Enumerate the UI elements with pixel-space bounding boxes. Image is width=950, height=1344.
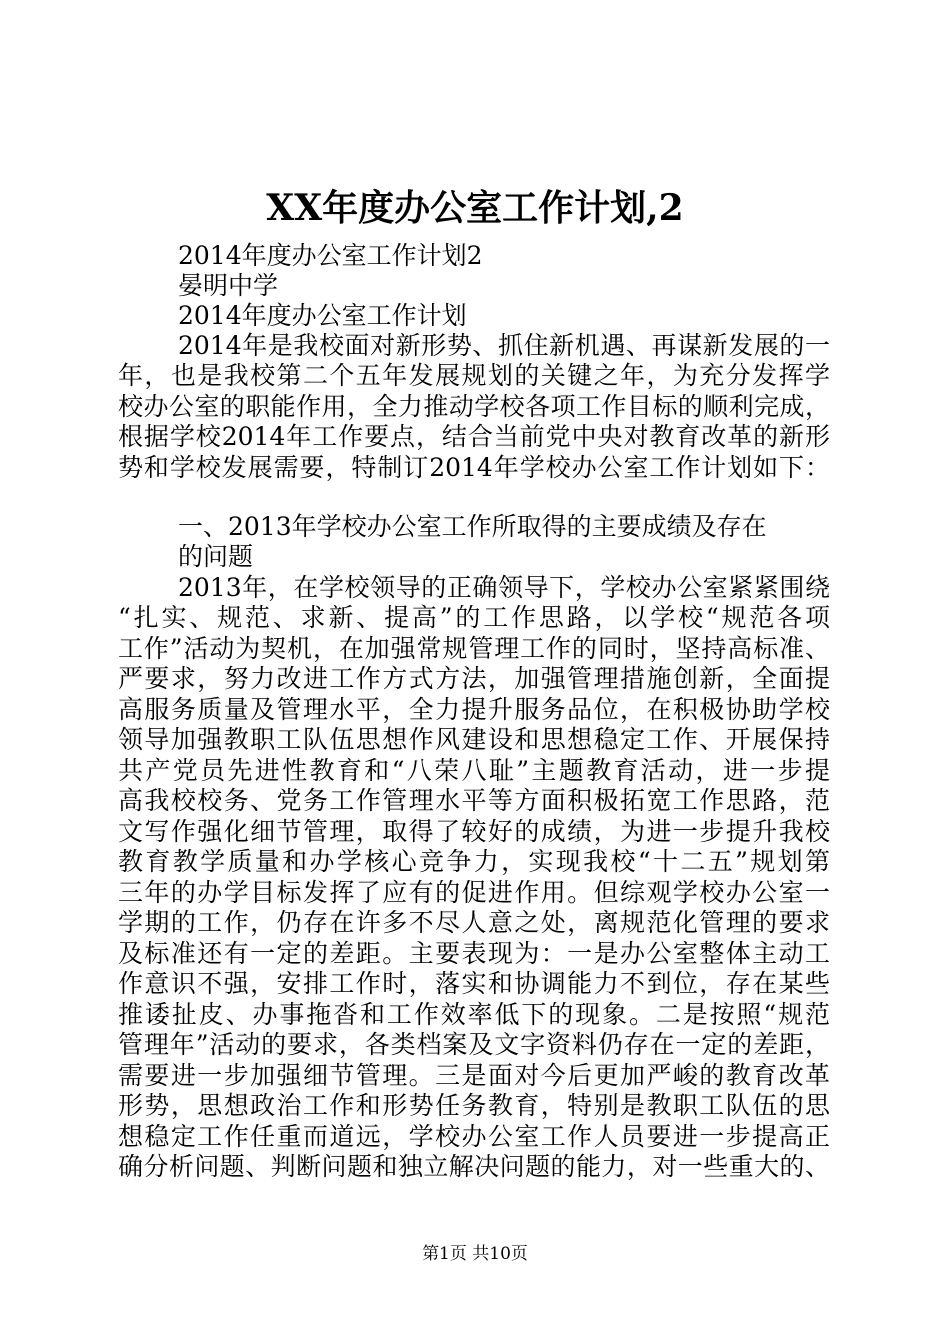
intro-line: 校办公室的职能作用，全力推动学校各项工作目标的顺利完成，: [118, 392, 830, 421]
document-title: XX年度办公室工作计划,2: [266, 187, 684, 229]
body-line: 高我校校务、党务工作管理水平等方面积极拓宽工作思路，范: [118, 786, 830, 815]
body-line: 共产党员先进性教育和“八荣八耻”主题教育活动，进一步提: [118, 756, 830, 785]
body-line: 严要求，努力改进工作方式方法，加强管理措施创新，全面提: [118, 664, 830, 693]
body-line: “扎实、规范、求新、提高”的工作思路，以学校“规范各项: [118, 603, 830, 632]
subtitle-line: 2014年度办公室工作计划2: [178, 241, 483, 270]
body-line: 作意识不强，安排工作时，落实和协调能力不到位，存在某些: [118, 969, 830, 998]
section-heading: 一、2013年学校办公室工作所取得的主要成绩及存在: [178, 512, 767, 541]
body-line: 教育教学质量和办学核心竞争力，实现我校“十二五”规划第: [118, 847, 830, 876]
body-line: 需要进一步加强细节管理。三是面对今后更加严峻的教育改革: [118, 1061, 830, 1090]
body-line: 三年的办学目标发挥了应有的促进作用。但综观学校办公室一: [118, 878, 830, 907]
intro-line: 年，也是我校第二个五年发展规划的关键之年，为充分发挥学: [118, 361, 830, 390]
body-line: 推诿扯皮、办事拖沓和工作效率低下的现象。二是按照“规范: [118, 1000, 830, 1029]
body-line: 形势，思想政治工作和形势任务教育，特别是教职工队伍的思: [118, 1091, 830, 1120]
plan-heading: 2014年度办公室工作计划: [178, 301, 467, 330]
intro-line: 势和学校发展需要，特制订2014年学校办公室工作计划如下：: [118, 453, 830, 482]
intro-line: 根据学校2014年工作要点，结合当前党中央对教育改革的新形: [118, 422, 830, 451]
body-line: 确分析问题、判断问题和独立解决问题的能力，对一些重大的、: [118, 1152, 830, 1181]
school-name: 晏明中学: [178, 271, 279, 300]
section-heading: 的问题: [178, 542, 254, 571]
body-line: 2013年，在学校领导的正确领导下，学校办公室紧紧围绕: [178, 573, 830, 602]
body-line: 想稳定工作任重而道远，学校办公室工作人员要进一步提高正: [118, 1122, 830, 1151]
body-line: 文写作强化细节管理，取得了较好的成绩，为进一步提升我校: [118, 817, 830, 846]
body-line: 工作”活动为契机，在加强常规管理工作的同时，坚持高标准、: [118, 634, 830, 663]
body-line: 领导加强教职工队伍思想作风建设和思想稳定工作、开展保持: [118, 725, 830, 754]
page-footer: 第1页 共10页: [422, 1244, 528, 1264]
body-line: 及标准还有一定的差距。主要表现为：一是办公室整体主动工: [118, 939, 830, 968]
intro-line: 2014年是我校面对新形势、抓住新机遇、再谋新发展的一: [178, 331, 830, 360]
body-line: 管理年”活动的要求，各类档案及文字资料仍存在一定的差距，: [118, 1030, 830, 1059]
body-line: 学期的工作，仍存在许多不尽人意之处，离规范化管理的要求: [118, 908, 830, 937]
body-line: 高服务质量及管理水平，全力提升服务品位，在积极协助学校: [118, 695, 830, 724]
